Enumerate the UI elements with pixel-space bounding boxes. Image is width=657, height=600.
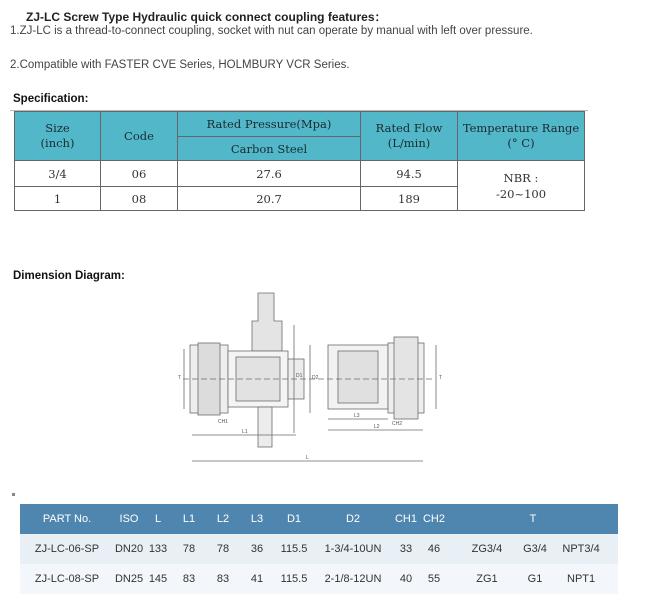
cell-ch1: 33 — [392, 534, 420, 564]
col-l3: L3 — [240, 504, 274, 534]
col-iso: ISO — [114, 504, 144, 534]
cell-t-npt: NPT1 — [567, 573, 596, 585]
dimension-diagram — [178, 285, 448, 475]
col-pressure-sub: Carbon Steel — [178, 137, 361, 161]
table-row — [20, 564, 618, 594]
col-code: Code — [101, 112, 178, 161]
cell-l3: 41 — [240, 564, 274, 594]
col-ch1: CH1 — [392, 504, 420, 534]
col-t: T — [448, 504, 618, 534]
cell-ch1: 40 — [392, 564, 420, 594]
cell-t — [448, 564, 618, 594]
col-pressure: Rated Pressure(Mpa) — [178, 112, 361, 137]
label-l3: L3 — [354, 413, 360, 419]
specification-table — [14, 111, 585, 211]
specification-heading: Specification: — [13, 93, 89, 105]
label-d1: D1 — [296, 373, 303, 379]
cell-l: 133 — [144, 534, 172, 564]
label-ch1: CH1 — [218, 419, 229, 425]
col-l2: L2 — [206, 504, 240, 534]
cell-size: 3/4 — [15, 161, 101, 187]
cell-d2: 1-3/4-10UN — [314, 534, 392, 564]
page-title: ZJ-LC Screw Type Hydraulic quick connect coupling features： — [26, 10, 387, 24]
cell-code: 06 — [101, 161, 178, 187]
cell-t-g: G3/4 — [523, 543, 547, 555]
col-ch2: CH2 — [420, 504, 448, 534]
table-row — [20, 534, 618, 564]
col-part-no: PART No. — [20, 504, 114, 534]
cell-code: 08 — [101, 187, 178, 211]
col-flow: Rated Flow (L/min) — [361, 112, 458, 161]
feature-2: 2.Compatible with FASTER CVE Series, HOLMBURY VCR Series. — [10, 59, 350, 71]
cell-t-zg: ZG3/4 — [471, 543, 503, 555]
cell-l: 145 — [144, 564, 172, 594]
cell-l2: 78 — [206, 534, 240, 564]
label-l2: L2 — [374, 424, 380, 430]
cell-part-no: ZJ-LC-06-SP — [20, 534, 114, 564]
label-t-left: T — [178, 375, 182, 381]
cell-d2: 2-1/8-12UN — [314, 564, 392, 594]
cell-size: 1 — [15, 187, 101, 211]
cell-ch2: 46 — [420, 534, 448, 564]
cell-iso: DN20 — [114, 534, 144, 564]
cell-flow: 94.5 — [361, 161, 458, 187]
col-temp: Temperature Range (° C) — [458, 112, 585, 161]
cell-iso: DN25 — [114, 564, 144, 594]
cell-t-npt: NPT3/4 — [562, 543, 600, 555]
cell-pressure: 20.7 — [178, 187, 361, 211]
col-size: Size (inch) — [15, 112, 101, 161]
cell-l1: 78 — [172, 534, 206, 564]
label-d2: D2 — [312, 375, 319, 381]
label-ch2: CH2 — [392, 421, 403, 427]
parts-header-row — [20, 504, 618, 534]
cell-t — [448, 534, 618, 564]
cell-d1: 115.5 — [274, 564, 314, 594]
cell-l2: 83 — [206, 564, 240, 594]
label-t-right: T — [439, 375, 443, 381]
label-l1: L1 — [242, 429, 248, 435]
cell-t-g: G1 — [527, 573, 543, 585]
dimension-heading: Dimension Diagram: — [13, 270, 125, 282]
label-l: L — [306, 455, 309, 461]
cell-l1: 83 — [172, 564, 206, 594]
cell-d1: 115.5 — [274, 534, 314, 564]
cell-flow: 189 — [361, 187, 458, 211]
cell-l3: 36 — [240, 534, 274, 564]
cell-t-zg: ZG1 — [476, 573, 498, 585]
parts-table — [20, 504, 618, 594]
cell-ch2: 55 — [420, 564, 448, 594]
cell-pressure: 27.6 — [178, 161, 361, 187]
table-row — [15, 161, 585, 187]
col-l1: L1 — [172, 504, 206, 534]
bullet-dot — [12, 493, 15, 496]
cell-temp: NBR : -20~100 — [458, 161, 585, 211]
cell-part-no: ZJ-LC-08-SP — [20, 564, 114, 594]
feature-1: 1.ZJ-LC is a thread-to-connect coupling, socket with nut can operate by manual with left over pressure. — [10, 25, 533, 37]
col-d2: D2 — [314, 504, 392, 534]
col-d1: D1 — [274, 504, 314, 534]
col-l: L — [144, 504, 172, 534]
